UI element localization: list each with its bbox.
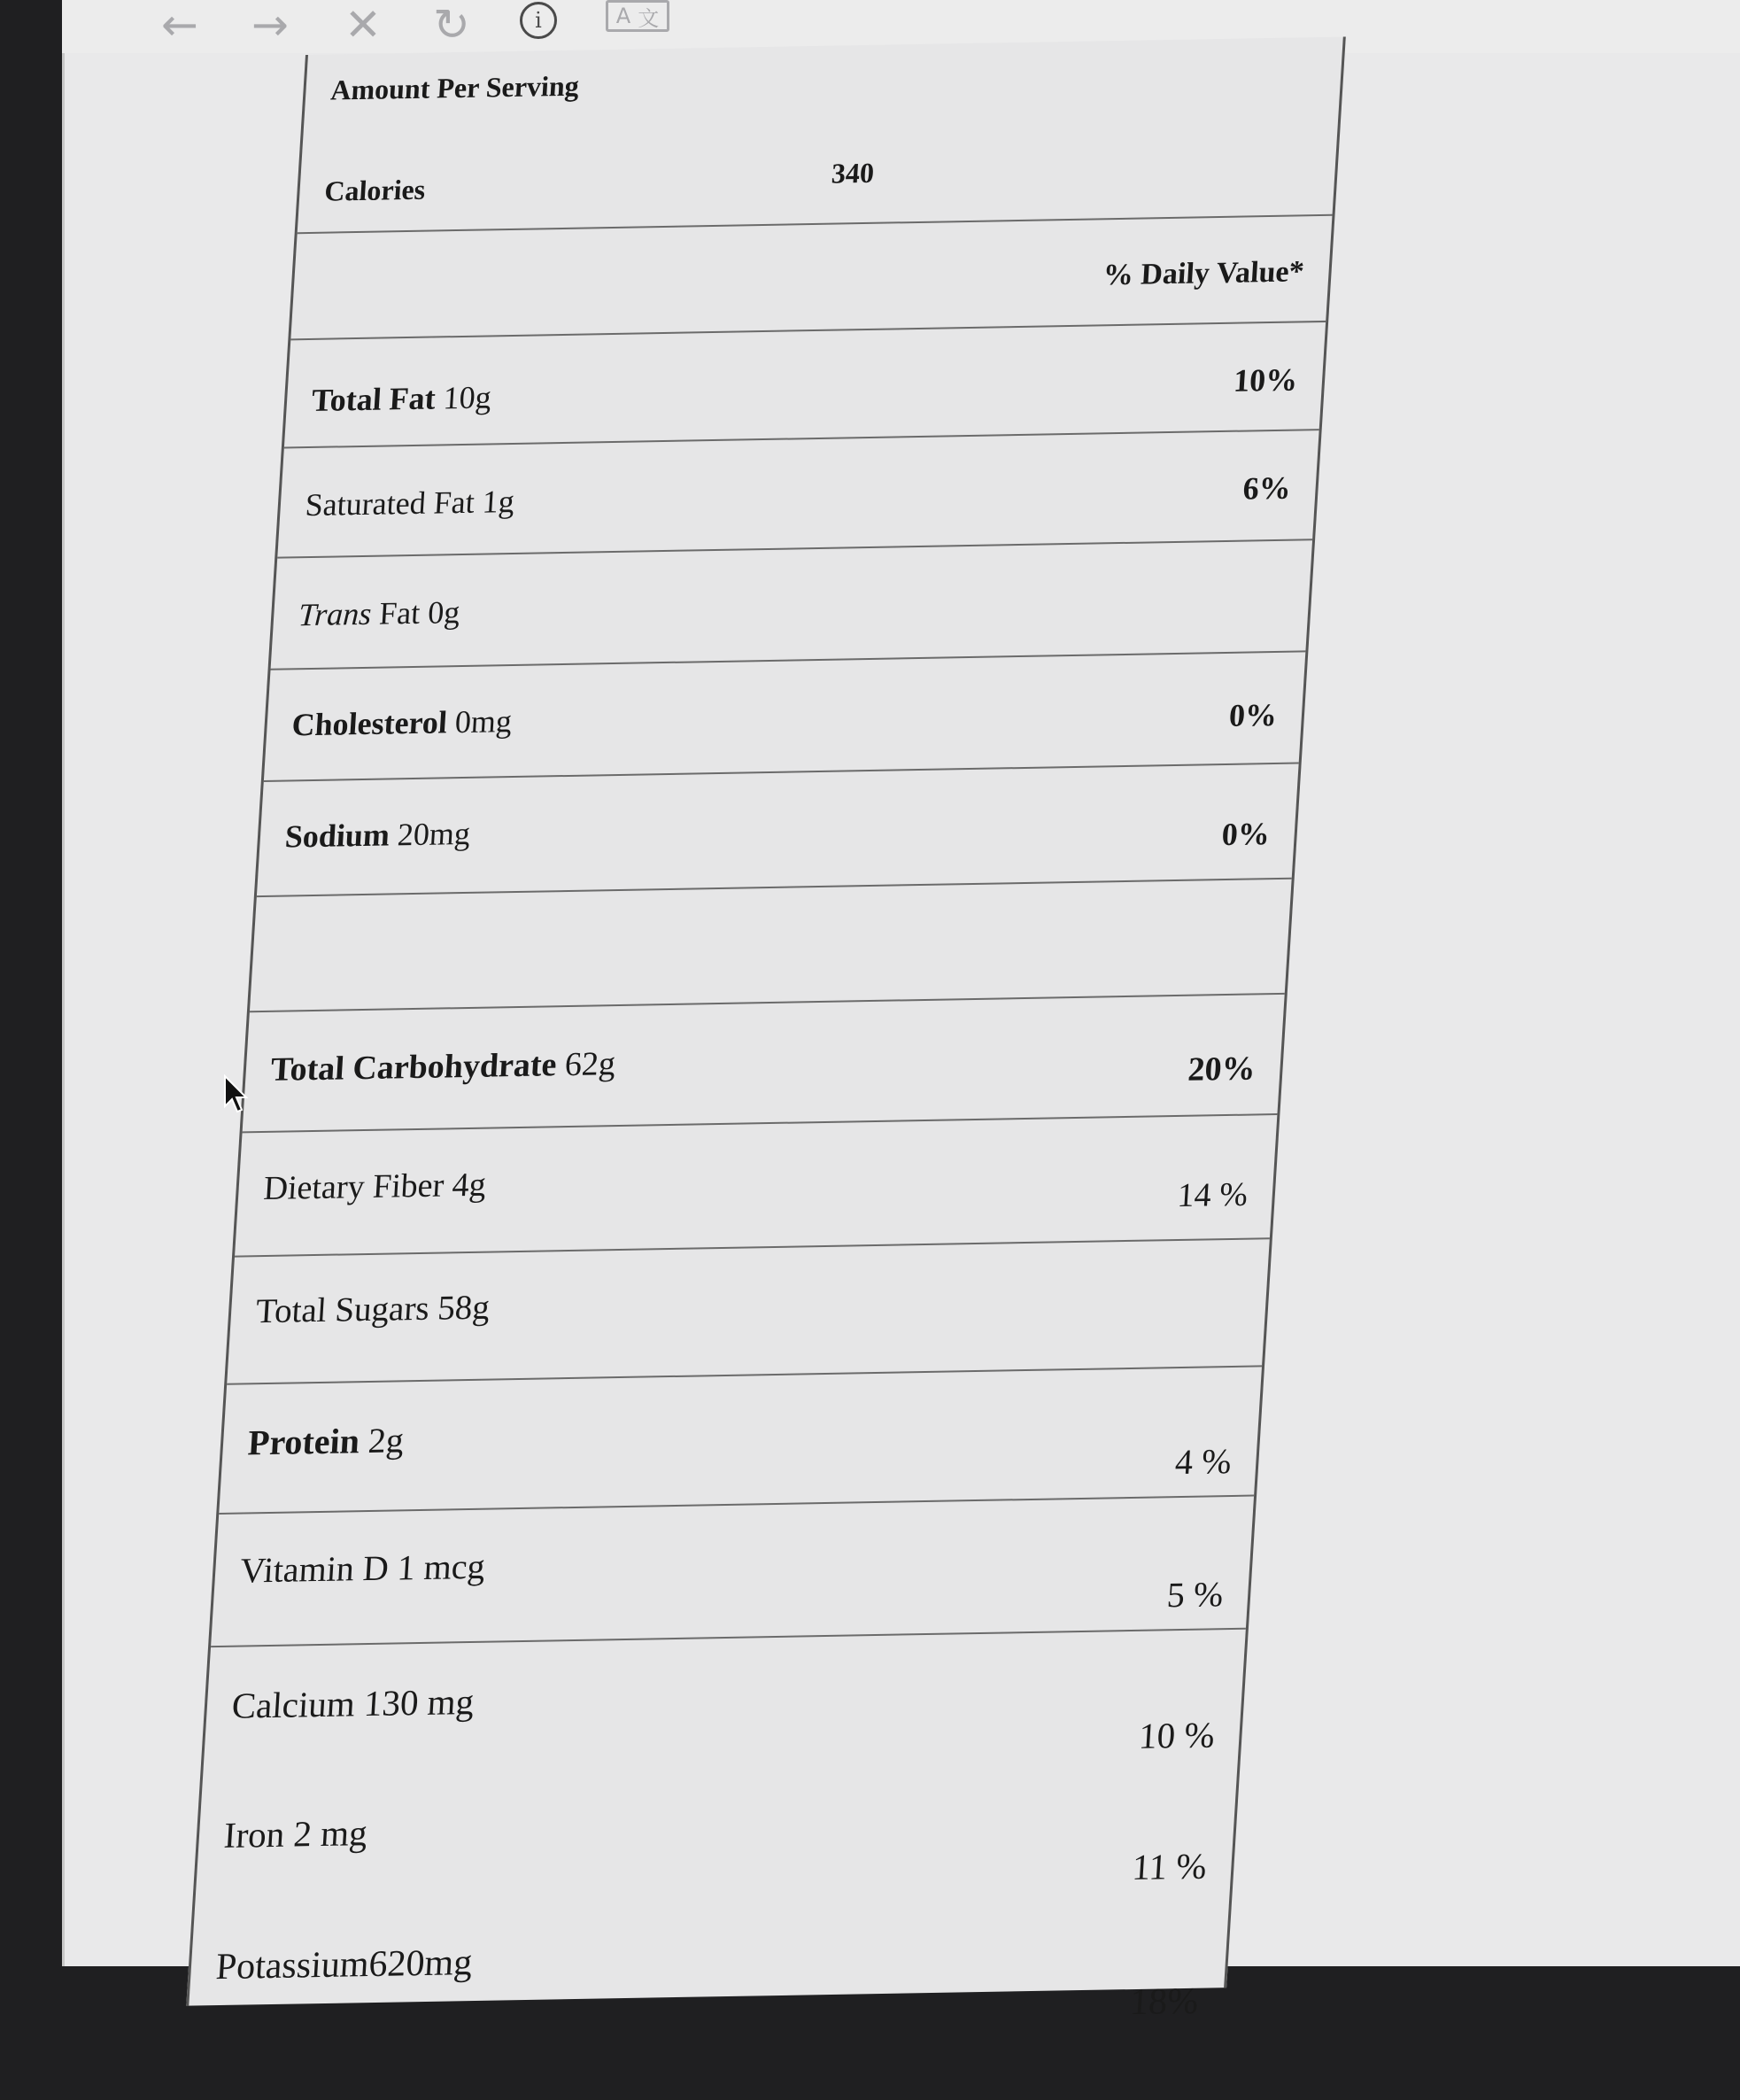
translate-glyph-b: 文 — [638, 5, 660, 31]
nutrient-amount: 0mg — [453, 703, 514, 740]
nutrient-dv: 5 % — [1165, 1574, 1225, 1616]
nutrient-row-dietary-fiber — [235, 1115, 1277, 1258]
calories-value: 340 — [830, 156, 876, 190]
nutrient-dv: 10% — [1232, 361, 1299, 399]
nutrient-amount: 1g — [481, 483, 516, 520]
nutrient-dv: 4 % — [1173, 1440, 1233, 1483]
nutrient-dv: 0% — [1227, 696, 1279, 733]
nutrient-name: Total Sugars — [254, 1289, 430, 1331]
nutrient-dv: 14 % — [1176, 1175, 1249, 1215]
nutrient-row-total-fat — [284, 322, 1326, 449]
nutrient-dv: 18% — [1128, 1980, 1200, 2024]
header-row — [298, 37, 1343, 233]
nutrient-dv: 20% — [1187, 1050, 1257, 1089]
nutrient-amount: 4g — [451, 1166, 488, 1205]
nutrient-dv: 0% — [1220, 816, 1272, 853]
nutrient-name: Sodium — [283, 817, 391, 855]
daily-value-header-row — [290, 216, 1332, 341]
nutrient-amount: 130 mg — [362, 1680, 476, 1724]
browser-screen — [62, 0, 1740, 2024]
nutrient-amount: 20mg — [396, 815, 472, 853]
nutrient-amount: 2g — [367, 1420, 406, 1461]
page-edge — [62, 53, 65, 1966]
nutrient-row-cholesterol — [264, 652, 1306, 782]
nutrient-row-total-sugars — [227, 1239, 1270, 1385]
nutrient-row-trans-fat — [271, 540, 1313, 670]
nutrient-name: Vitamin D — [238, 1547, 391, 1591]
nutrient-amount: 2 mg — [292, 1812, 369, 1855]
nutrient-row-vitamin-d — [211, 1497, 1254, 1648]
nutrient-row-total-carbohydrate — [243, 995, 1285, 1134]
nutrient-row-saturated-fat — [277, 430, 1319, 559]
nutrient-row-potassium — [186, 1895, 1229, 2047]
nutrient-name: Potassium — [214, 1944, 370, 1988]
reload-icon[interactable]: ↻ — [433, 0, 470, 50]
nutrient-name: Dietary Fiber — [262, 1166, 445, 1208]
forward-arrow-icon[interactable]: → — [251, 0, 289, 50]
nutrient-dv: 6% — [1241, 469, 1292, 507]
info-glyph: i — [535, 8, 542, 33]
nutrient-name: Iron — [222, 1813, 286, 1856]
nutrition-table — [186, 36, 1346, 2024]
nutrient-amount: Fat 0g — [378, 594, 461, 632]
nutrient-amount: 10g — [442, 379, 492, 416]
translate-glyph-a: A — [615, 4, 631, 28]
translate-icon[interactable] — [606, 0, 669, 32]
nutrient-amount: 58g — [437, 1288, 491, 1328]
close-icon[interactable]: ✕ — [344, 0, 382, 50]
mouse-pointer-icon — [223, 1074, 250, 1117]
nutrient-row-empty — [250, 880, 1292, 1013]
nutrient-amount: 620mg — [367, 1942, 474, 1986]
nutrient-name: Total Fat — [310, 380, 437, 418]
nutrient-name: Saturated Fat — [304, 484, 476, 523]
nutrient-amount: 1 mcg — [396, 1546, 487, 1588]
daily-value-header: % Daily Value* — [1102, 255, 1305, 292]
back-arrow-icon[interactable]: ← — [161, 0, 198, 50]
nutrient-dv: 11 % — [1131, 1845, 1208, 1888]
calories-label: Calories — [323, 173, 427, 207]
nutrient-name: Total Carbohydrate — [269, 1046, 558, 1089]
nutrient-name: Calcium — [230, 1683, 357, 1726]
nutrient-name: Protein — [246, 1421, 361, 1463]
nutrient-name: Trans — [298, 595, 373, 633]
nutrient-amount: 62g — [563, 1045, 617, 1084]
nutrient-dv: 10 % — [1137, 1714, 1217, 1756]
nutrient-row-iron — [195, 1763, 1238, 1914]
nutrient-row-sodium — [257, 764, 1299, 898]
nutrient-name: Cholesterol — [290, 704, 449, 743]
info-icon[interactable] — [520, 2, 557, 39]
amount-per-serving: Amount Per Serving — [329, 69, 580, 106]
nutrient-row-protein — [219, 1367, 1262, 1515]
nutrient-row-calcium — [203, 1630, 1246, 1781]
